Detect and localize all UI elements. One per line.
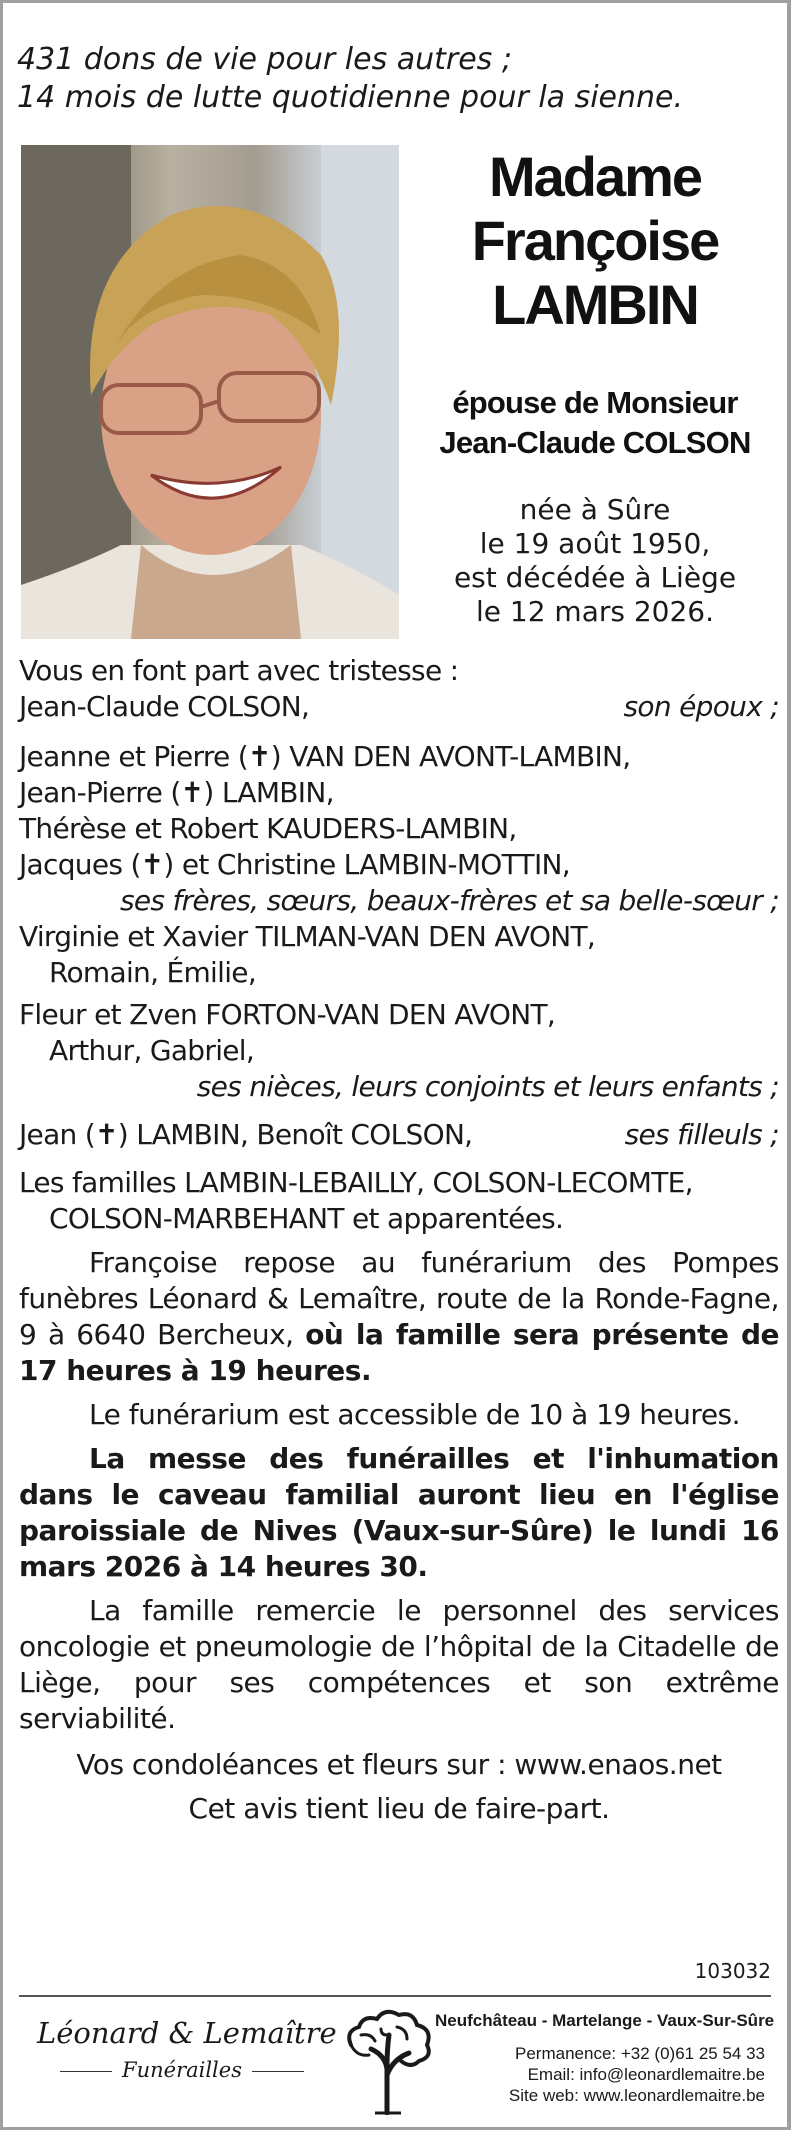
intro-line-1: 431 dons de vie pour les autres ; — [17, 42, 512, 77]
niece-2: Fleur et Zven FORTON-VAN DEN AVONT, — [19, 998, 556, 1031]
deceased-first-name: Françoise — [471, 209, 719, 272]
funeral-home-contact — [435, 2009, 775, 2106]
funeral-home-name: Léonard & Lemaître — [37, 2016, 337, 2050]
notice-disclaimer: Cet avis tient lieu de faire-part. — [188, 1792, 610, 1825]
birth-place: née à Sûre — [519, 493, 671, 526]
spouse-line-2: Jean-Claude COLSON — [439, 425, 751, 460]
funeral-home-subtitle: Funérailles — [37, 2055, 327, 2085]
reference-number: 103032 — [694, 1959, 771, 1983]
niece-2-children: Arthur, Gabriel, — [49, 1034, 255, 1067]
deceased-title: Madame — [488, 145, 702, 208]
intro-line-2: 14 mois de lutte quotidienne pour la sienne. — [17, 80, 684, 115]
portrait-illustration — [21, 145, 399, 639]
godchildren-role: ses filleuls ; — [624, 1118, 779, 1151]
footer-divider — [19, 1995, 771, 1997]
funerarium-text: Françoise repose au funérarium des Pompes funèbres Léonard & Lemaître, route de la Ronde-Fagne, 9 à 6640 Bercheux, — [19, 1246, 779, 1351]
tree-icon — [341, 2005, 437, 2115]
sibling-4: Jacques (✝) et Christine LAMBIN-MOTTIN, — [19, 848, 570, 881]
thanks-paragraph: La famille remercie le personnel des services oncologie et pneumologie de l’hôpital de la Citadelle de Liège, pour ses compétences et son extrême serviabilité. — [19, 1594, 779, 1735]
portrait-photo — [21, 145, 399, 639]
spouse-name: Jean-Claude COLSON, — [19, 690, 310, 723]
deceased-last-name: LAMBIN — [492, 273, 698, 336]
siblings-role: ses frères, sœurs, beaux-frères et sa belle-sœur ; — [119, 884, 779, 917]
niece-1-children: Romain, Émilie, — [49, 956, 257, 989]
condolences-line: Vos condoléances et fleurs sur : www.enaos.net — [76, 1748, 722, 1781]
death-date: le 12 mars 2026. — [475, 595, 715, 628]
sibling-1: Jeanne et Pierre (✝) VAN DEN AVONT-LAMBIN, — [19, 740, 631, 773]
deceased-identity — [411, 145, 779, 629]
family-row-godchildren — [19, 1117, 779, 1153]
mass-paragraph: La messe des funérailles et l'inhumation dans le caveau familial auront lieu en l'église paroissiale de Nives (Vaux-sur-Sûre) le lundi 16 mars 2026 à 14 heures 30. — [19, 1442, 779, 1583]
funeral-home-logo — [37, 2015, 337, 2085]
birth-death-details — [411, 493, 779, 629]
godchildren-names: Jean (✝) LAMBIN, Benoît COLSON, — [19, 1118, 473, 1151]
niece-1: Virginie et Xavier TILMAN-VAN DEN AVONT, — [19, 920, 596, 953]
nieces-role: ses nièces, leurs conjoints et leurs enfants ; — [196, 1070, 779, 1103]
intro-quote — [17, 41, 777, 117]
death-place: est décédée à Liège — [453, 561, 737, 594]
sibling-3: Thérèse et Robert KAUDERS-LAMBIN, — [19, 812, 517, 845]
access-hours: Le funérarium est accessible de 10 à 19 heures. — [89, 1398, 741, 1431]
family-presence-hours: où la famille sera présente de 17 heures à 19 heures. — [19, 1318, 779, 1387]
spouse-line-1: épouse de Monsieur — [452, 385, 738, 420]
families-line-1: Les familles LAMBIN-LEBAILLY, COLSON-LECOMTE, — [19, 1166, 693, 1199]
announcement: Vous en font part avec tristesse : — [19, 654, 459, 687]
funeral-home-phone: Permanence: +32 (0)61 25 54 33 — [515, 2044, 765, 2063]
families-line-2: COLSON-MARBEHANT et apparentées. — [49, 1202, 564, 1235]
spouse-mention — [411, 383, 779, 463]
funerarium-paragraph — [19, 1245, 779, 1389]
sibling-2: Jean-Pierre (✝) LAMBIN, — [19, 776, 334, 809]
birth-date: le 19 août 1950, — [479, 527, 711, 560]
funeral-home-locations: Neufchâteau - Martelange - Vaux-Sur-Sûre — [435, 2011, 775, 2030]
family-row-spouse — [19, 689, 779, 725]
funeral-home-website: Site web: www.leonardlemaitre.be — [508, 2086, 765, 2105]
notice-body — [19, 653, 779, 1827]
spouse-role: son époux ; — [623, 690, 779, 723]
funeral-home-email: Email: info@leonardlemaitre.be — [527, 2065, 765, 2084]
